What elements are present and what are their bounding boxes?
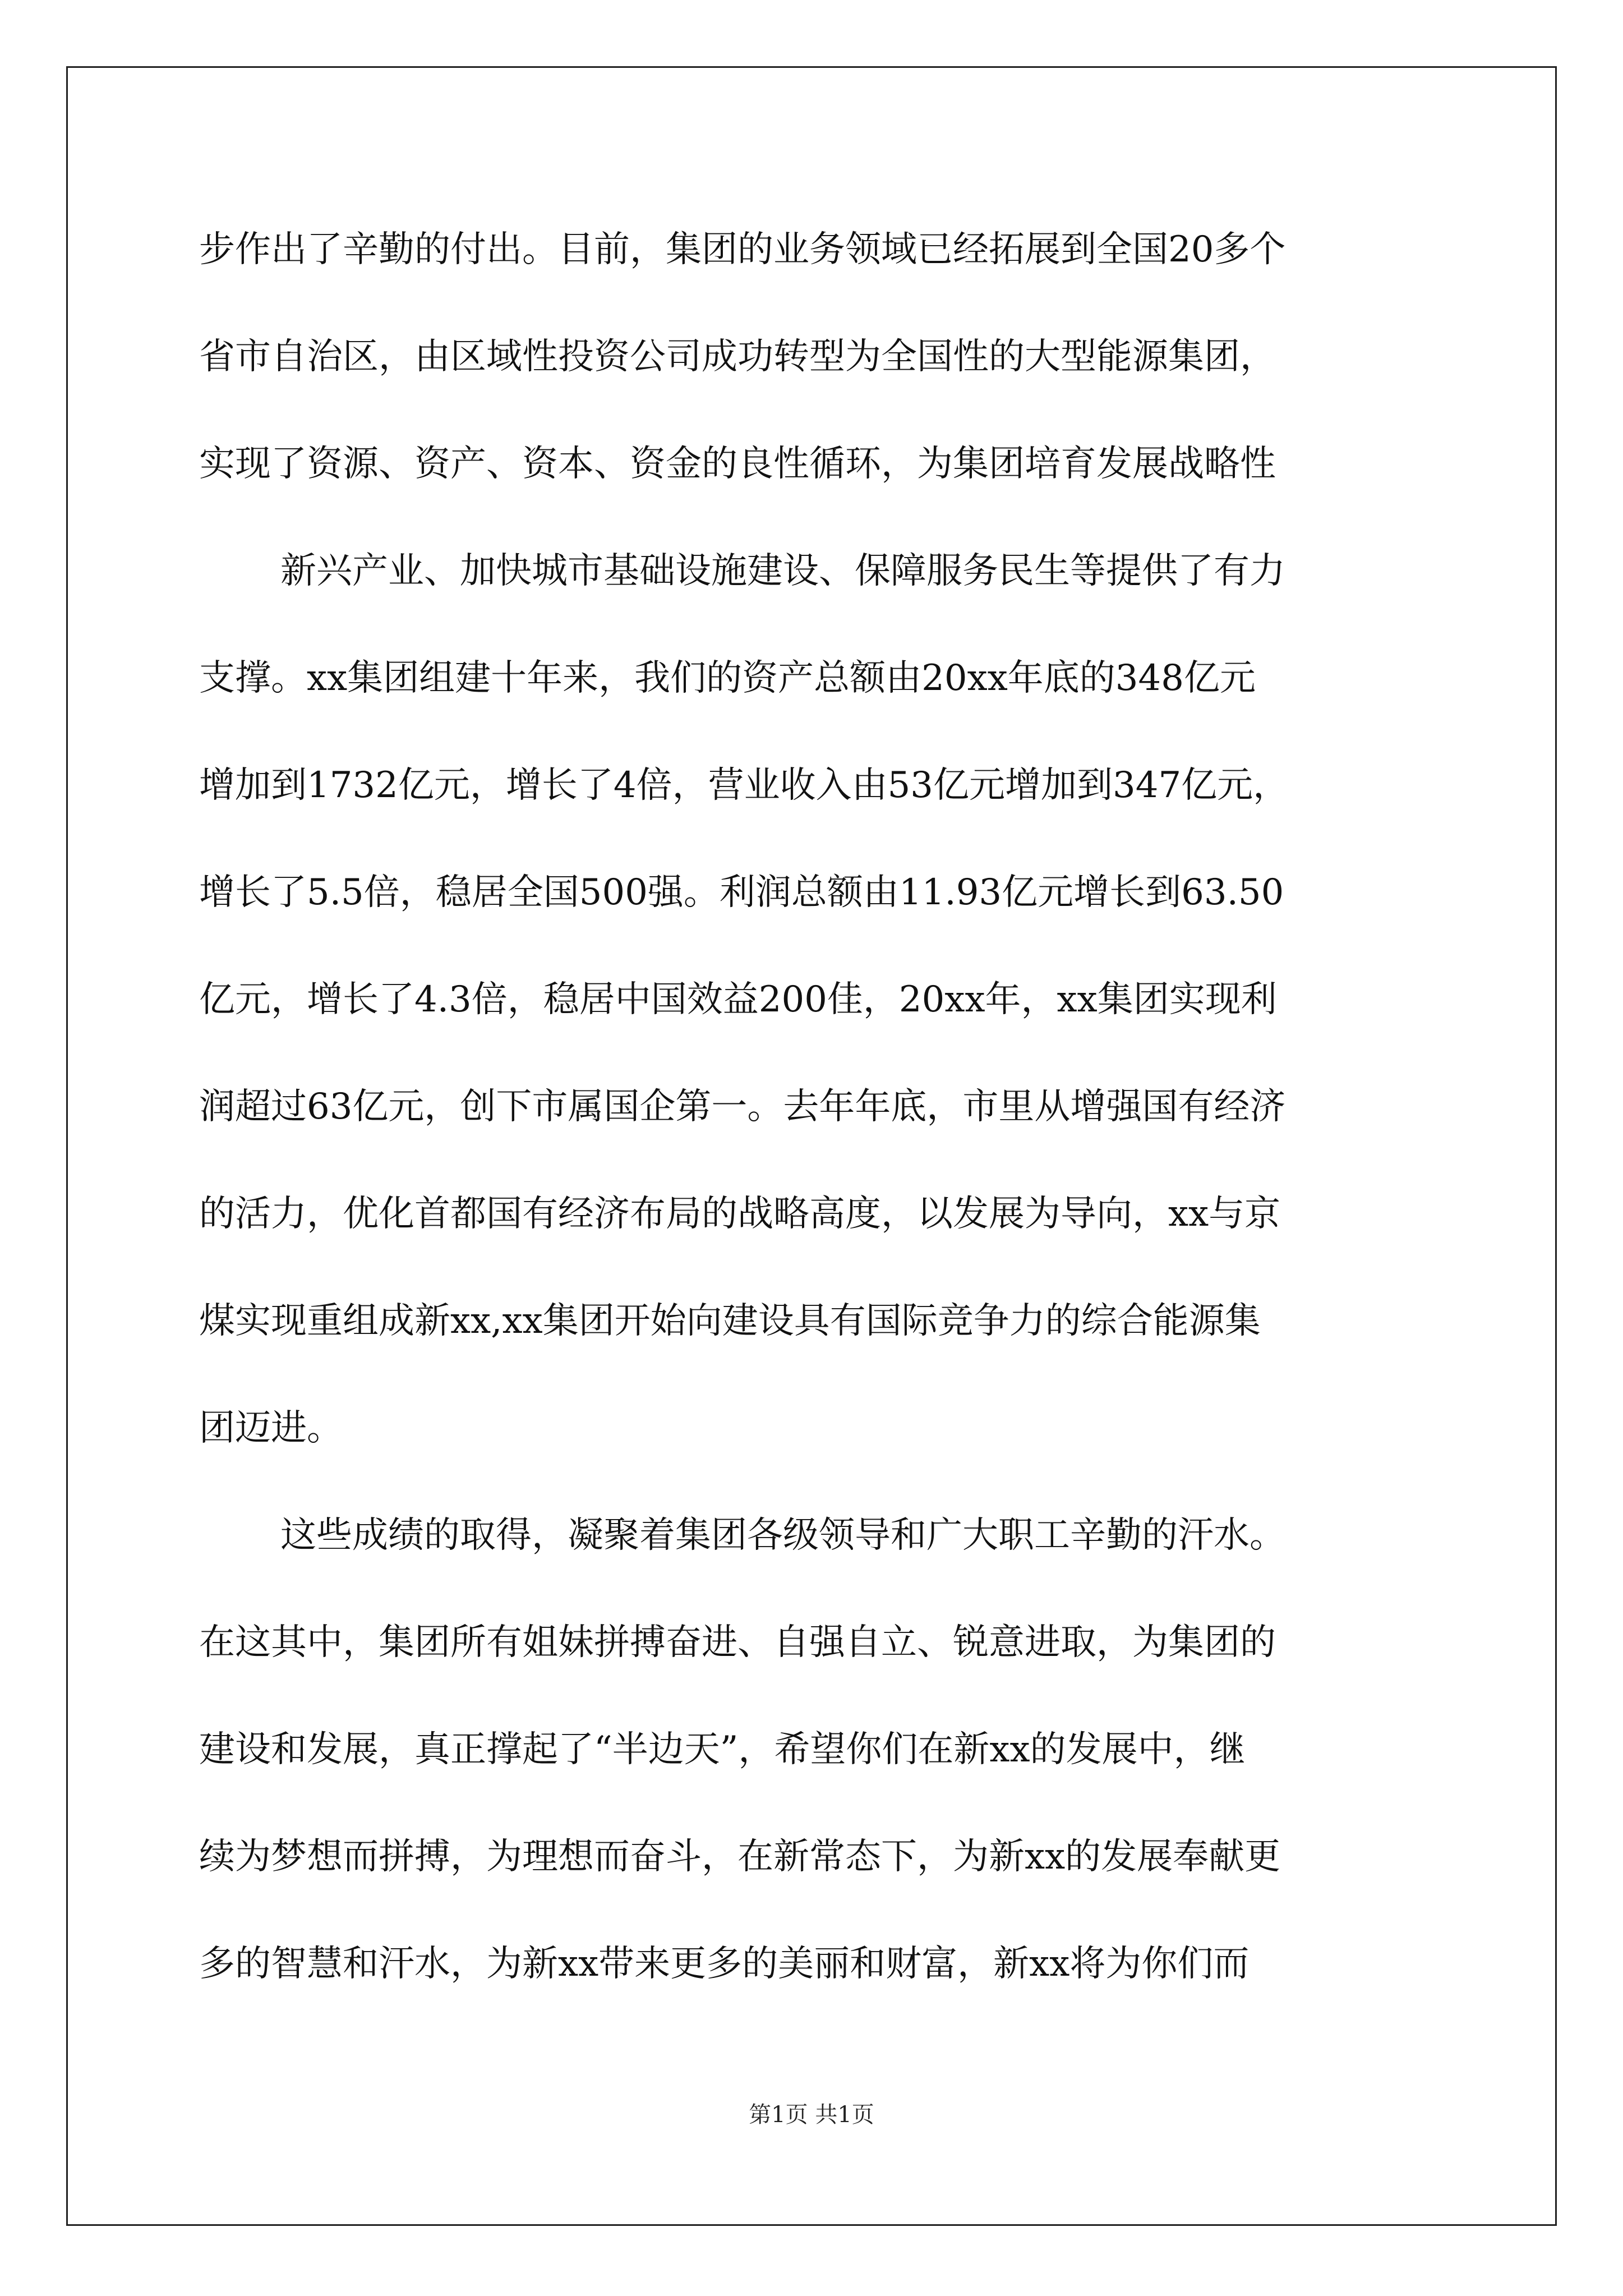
paragraph-start-line: 这些成绩的取得，凝聚着集团各级领导和广大职工辛勤的汗水。 — [280, 1515, 1285, 1556]
text-line: 亿元，增长了4.3倍，稳居中国效益200佳，20xx年，xx集团实现利 — [199, 979, 1277, 1020]
text-line: 的活力，优化首都国有经济布局的战略高度，以发展为导向，xx与京 — [199, 1193, 1281, 1235]
text-line: 增加到1732亿元，增长了4倍，营业收入由53亿元增加到347亿元， — [199, 765, 1289, 806]
text-line: 煤实现重组成新xx,xx集团开始向建设具有国际竞争力的综合能源集 — [199, 1300, 1261, 1342]
text-line: 续为梦想而拼搏，为理想而奋斗，在新常态下，为新xx的发展奉献更 — [199, 1836, 1281, 1878]
text-line: 增长了5.5倍，稳居全国500强。利润总额由11.93亿元增长到63.50 — [199, 872, 1284, 913]
text-line: 润超过63亿元，创下市属国企第一。去年年底，市里从增强国有经济 — [199, 1086, 1286, 1128]
text-line: 实现了资源、资产、资本、资金的良性循环，为集团培育发展战略性 — [199, 443, 1276, 485]
text-line: 多的智慧和汗水，为新xx带来更多的美丽和财富，新xx将为你们而 — [199, 1943, 1249, 1985]
page-frame — [66, 66, 1557, 2226]
text-line: 省市自治区，由区域性投资公司成功转型为全国性的大型能源集团， — [199, 336, 1276, 378]
text-line: 支撑。xx集团组建十年来，我们的资产总额由20xx年底的348亿元 — [199, 657, 1256, 699]
page-number-footer: 第1页 共1页 — [749, 2102, 874, 2128]
text-line: 团迈进。 — [199, 1407, 343, 1449]
text-line: 建设和发展，真正撑起了“半边天”，希望你们在新xx的发展中，继 — [199, 1729, 1246, 1770]
text-line: 在这其中，集团所有姐妹拼搏奋进、自强自立、锐意进取，为集团的 — [199, 1622, 1276, 1663]
paragraph-start-line: 新兴产业、加快城市基础设施建设、保障服务民生等提供了有力 — [280, 550, 1285, 592]
text-line: 步作出了辛勤的付出。目前，集团的业务领域已经拓展到全国20多个 — [199, 229, 1286, 270]
